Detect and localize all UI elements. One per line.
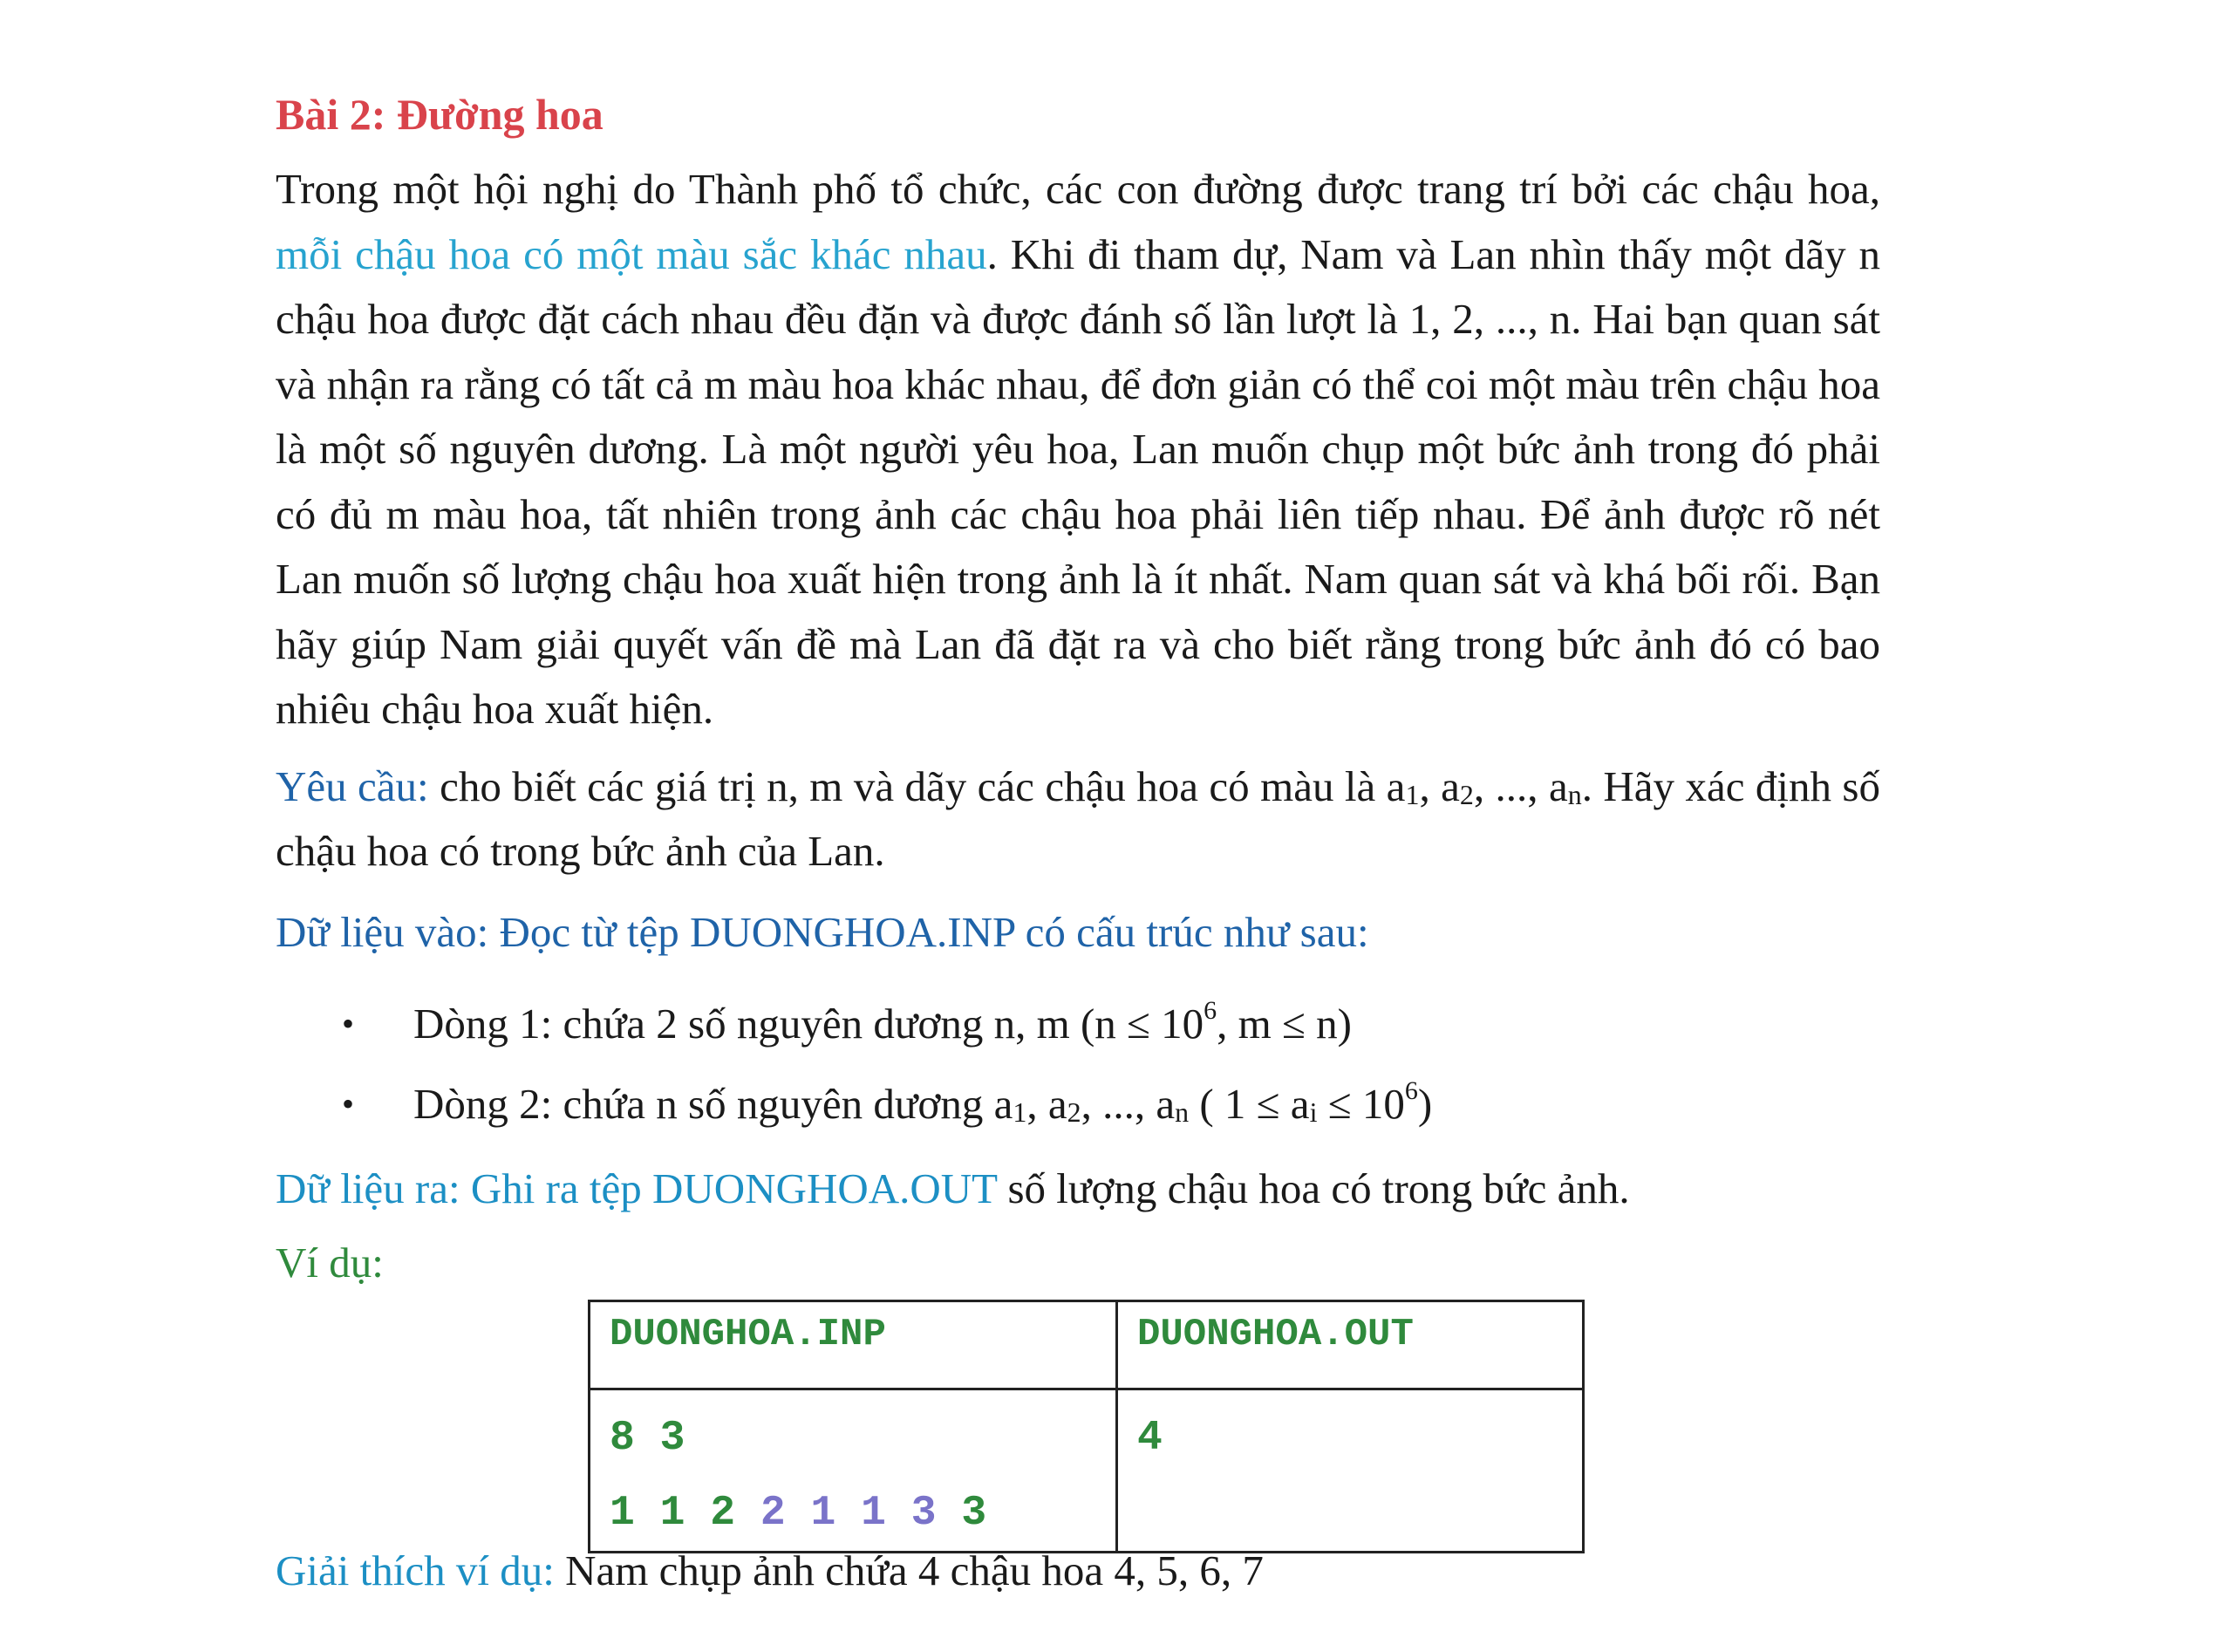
line2-sub-2: 2	[1067, 1096, 1081, 1128]
line2-text: Dòng 2: chứa n số nguyên dương a	[413, 1080, 1013, 1128]
explanation-text: Nam chụp ảnh chứa 4 chậu hoa 4, 5, 6, 7	[554, 1546, 1264, 1594]
problem-title: Bài 2: Đường hoa	[276, 90, 603, 139]
requirement-sub-2: 2	[1459, 778, 1474, 810]
requirement-text-2: . Hãy xác định số chậu hoa có trong bức ảnh của Lan.	[276, 761, 1881, 875]
inp-value: 3	[910, 1490, 937, 1537]
inp-value: 2	[760, 1490, 786, 1537]
example-label-line	[276, 1231, 1880, 1296]
out-line-1: 4	[1137, 1415, 1163, 1462]
intro-paragraph	[276, 157, 1880, 742]
intro-highlight: mỗi chậu hoa có một màu sắc khác nhau	[276, 229, 987, 278]
header-inp: DUONGHOA.INP	[590, 1301, 1117, 1389]
header-out: DUONGHOA.OUT	[1117, 1301, 1584, 1389]
inp-value: 1	[861, 1490, 886, 1537]
line2-sep-1: , a	[1026, 1080, 1067, 1128]
line1-sup: 6	[1204, 996, 1217, 1025]
input-format-list	[276, 984, 1880, 1144]
inp-value: 1	[659, 1490, 685, 1537]
inp-value: 2	[710, 1490, 736, 1537]
input-label	[276, 900, 1880, 966]
inp-value: 3	[961, 1490, 987, 1537]
example-label: Ví dụ:	[276, 1238, 384, 1287]
requirement-sub-1: 1	[1405, 778, 1420, 810]
explanation-label: Giải thích ví dụ:	[276, 1546, 555, 1594]
input-label-text: Dữ liệu vào: Đọc từ tệp DUONGHOA.INP có cấu trúc như sau:	[276, 907, 1369, 956]
line2-sub-1: 1	[1013, 1096, 1027, 1128]
intro-text-1: Trong một hội nghị do Thành phố tổ chức, các con đường được trang trí bởi các chậu hoa,	[276, 165, 1880, 213]
example-table	[588, 1300, 1585, 1553]
requirement-paragraph	[276, 754, 1880, 884]
requirement-sep-1: , a	[1419, 761, 1460, 810]
line2-close: )	[1417, 1080, 1433, 1128]
line2-mid: ( 1 ≤ a	[1189, 1080, 1310, 1128]
explanation-paragraph	[276, 1539, 1264, 1603]
line2-sub-i: i	[1309, 1096, 1318, 1128]
inp-line-1: 8 3	[610, 1415, 685, 1462]
line2-le: ≤ 10	[1317, 1080, 1405, 1128]
problem-statement	[276, 84, 1880, 1295]
input-format-line-2	[276, 1064, 1880, 1144]
requirement-sub-n: n	[1567, 778, 1582, 810]
bullet-icon: •	[342, 1004, 355, 1043]
line1-tail: , m ≤ n)	[1217, 1000, 1352, 1048]
cell-out	[1117, 1389, 1584, 1553]
line1-text: Dòng 1: chứa 2 số nguyên dương n, m (n ≤ 10	[413, 1000, 1204, 1048]
line2-sub-n: n	[1175, 1096, 1190, 1128]
bullet-icon: •	[342, 1084, 355, 1123]
input-format-line-1	[276, 984, 1880, 1064]
example-table-header	[590, 1301, 1584, 1389]
requirement-label: Yêu cầu:	[276, 761, 429, 810]
cell-inp	[590, 1389, 1117, 1553]
example-table-row	[590, 1389, 1584, 1553]
output-paragraph	[276, 1157, 1880, 1222]
line2-sep-2: , ..., a	[1081, 1080, 1176, 1128]
inp-value: 1	[610, 1490, 635, 1537]
line2-sup: 6	[1404, 1076, 1418, 1105]
inp-value: 1	[810, 1490, 836, 1537]
output-label: Dữ liệu ra: Ghi ra tệp DUONGHOA.OUT	[276, 1164, 998, 1212]
output-text: số lượng chậu hoa có trong bức ảnh.	[997, 1164, 1630, 1212]
intro-text-2: . Khi đi tham dự, Nam và Lan nhìn thấy một dãy n chậu hoa được đặt cách nhau đều đặn và được đánh số lần lượt là 1, 2, ..., n. Hai bạn quan sát và nhận ra rằng có tất cả m màu hoa khác nhau, để đơn giản có thể coi một màu trên chậu hoa là một số nguyên dương. Là một người yêu hoa, Lan muốn chụp một bức ảnh trong đó phải có đủ m màu hoa, tất nhiên trong ảnh các chậu hoa phải liên tiếp nhau. Để ảnh được rõ nét Lan muốn số lượng chậu hoa xuất hiện trong ảnh là ít nhất. Nam quan sát và khá bối rối. Bạn hãy giúp Nam giải quyết vấn đề mà Lan đã đặt ra và cho biết rằng trong bức ảnh đó có bao nhiêu chậu hoa xuất hiện.	[276, 229, 1881, 733]
requirement-sep-2: , ..., a	[1473, 761, 1568, 810]
requirement-text-1: cho biết các giá trị n, m và dãy các chậu hoa có màu là a	[428, 761, 1406, 810]
